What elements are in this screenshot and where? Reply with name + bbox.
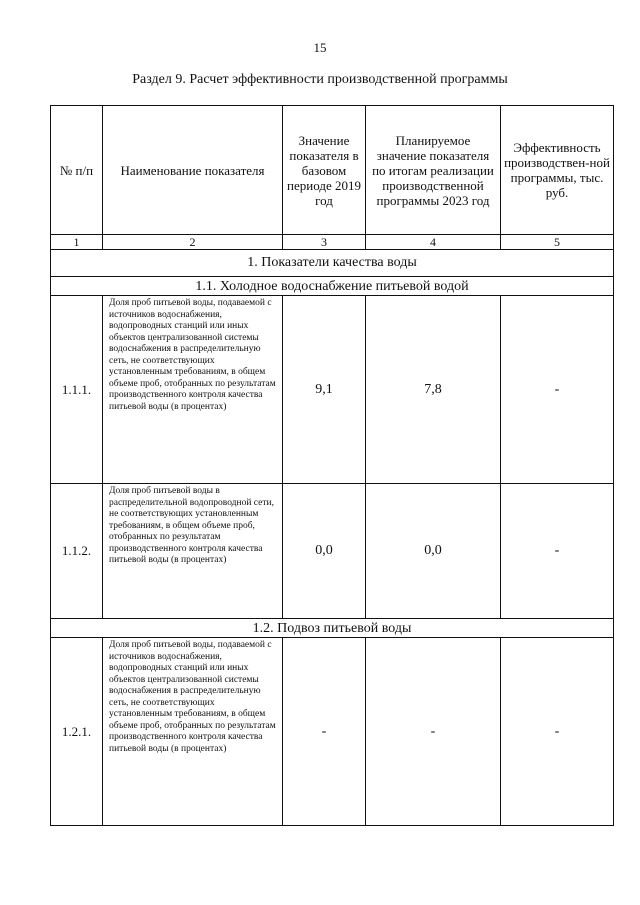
efficiency-table xyxy=(50,105,614,826)
column-number: 5 xyxy=(501,235,614,250)
subsection-heading: 1.2. Подвоз питьевой воды xyxy=(51,619,614,638)
row-indicator-name: Доля проб питьевой воды, подаваемой с источников водоснабжения, водопроводных станций или иных объектов централизованной системы водоснабжения в распределительную сеть, не соответствующих установленным требованиям, в общем объеме проб, отобранных по результатам производственного контроля качества питьевой воды (в процентах) xyxy=(103,638,283,826)
column-numbers-row xyxy=(51,235,614,250)
section-row xyxy=(51,250,614,277)
subsection-heading: 1.1. Холодное водоснабжение питьевой водой xyxy=(51,277,614,296)
row-efficiency: - xyxy=(501,638,614,826)
header-efficiency: Эффективность производствен-ной программы, тыс. руб. xyxy=(501,106,614,235)
subsection-row xyxy=(51,619,614,638)
column-number: 4 xyxy=(366,235,501,250)
row-index: 1.1.2. xyxy=(51,484,103,619)
header-base-value: Значение показателя в базовом периоде 2019 год xyxy=(283,106,366,235)
header-row xyxy=(51,106,614,235)
row-index: 1.2.1. xyxy=(51,638,103,826)
row-base-value: 0,0 xyxy=(283,484,366,619)
page-title: Раздел 9. Расчет эффективности производственной программы xyxy=(132,72,508,87)
row-indicator-name: Доля проб питьевой воды, подаваемой с источников водоснабжения, водопроводных станций или иных объектов централизованной системы водоснабжения в распределительную сеть, не соответствующих установленным требованиям, в общем объеме проб, отобранных по результатам производственного контроля качества питьевой воды (в процентах) xyxy=(103,296,283,484)
column-number: 3 xyxy=(283,235,366,250)
header-name: Наименование показателя xyxy=(103,106,283,235)
row-efficiency: - xyxy=(501,484,614,619)
header-number: № п/п xyxy=(51,106,103,235)
table-row xyxy=(51,296,614,484)
row-plan-value: 7,8 xyxy=(366,296,501,484)
page-number: 15 xyxy=(313,40,327,55)
row-plan-value: - xyxy=(366,638,501,826)
column-number: 2 xyxy=(103,235,283,250)
row-base-value: 9,1 xyxy=(283,296,366,484)
row-base-value: - xyxy=(283,638,366,826)
column-number: 1 xyxy=(51,235,103,250)
header-plan-value: Планируемое значение показателя по итогам реализации производственной программы 2023 год xyxy=(366,106,501,235)
subsection-row xyxy=(51,277,614,296)
row-efficiency: - xyxy=(501,296,614,484)
row-indicator-name: Доля проб питьевой воды в распределительной водопроводной сети, не соответствующих установленным требованиям, в общем объеме проб, отобранных по результатам производственного контроля качества питьевой воды (в процентах) xyxy=(103,484,283,619)
table-row xyxy=(51,484,614,619)
table-row xyxy=(51,638,614,826)
row-index: 1.1.1. xyxy=(51,296,103,484)
row-plan-value: 0,0 xyxy=(366,484,501,619)
section-heading: 1. Показатели качества воды xyxy=(51,250,614,277)
